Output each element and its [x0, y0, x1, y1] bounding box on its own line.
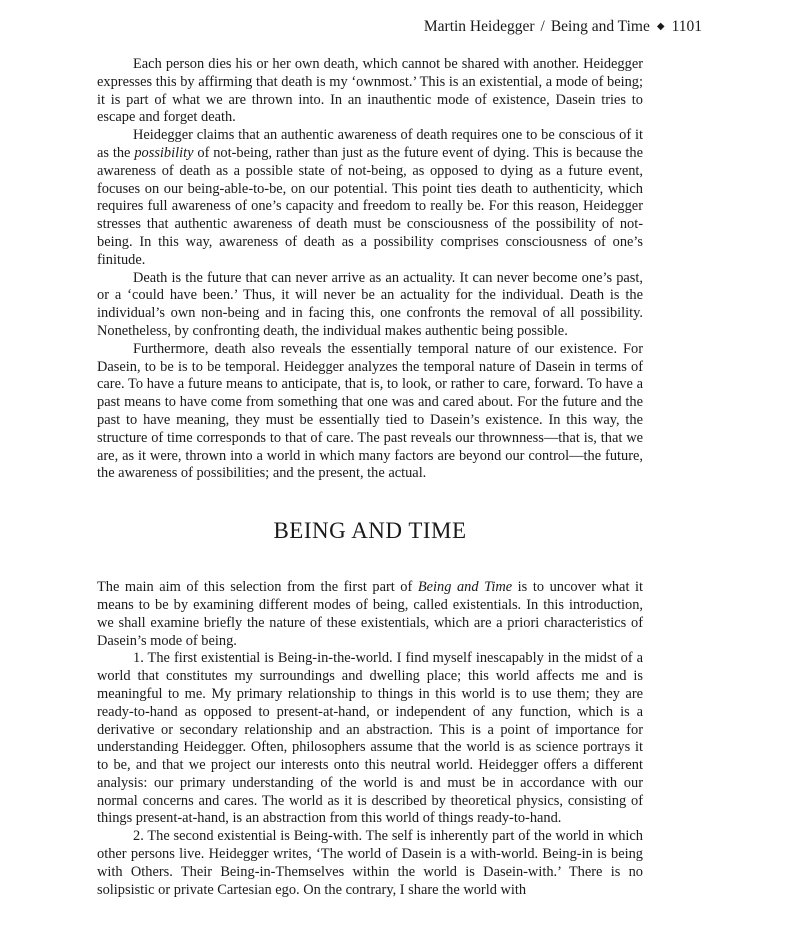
paragraph-being-in-the-world: 1. The first existential is Being-in-the-world. I find myself inescapably in the midst of a world that constitutes my surroundings and dwelling place; this world affects me and is meaningful to me. My primary relationship to things in this world is to use them; they are ready-to-hand as opposed to present-at-hand, or independent of any function, which is a derivative or secondary relationship and an abstraction. This is a point of importance for understanding Heidegger. Often, philosophers assume that the world is as science portrays it to be, and that we project our interests onto this neutral world. Heidegger offers a different analysis: our primary understanding of the world is and must be in accordance with our normal concerns and cares. The world as it is described by theoretical physics, consisting of things present-at-hand, is an abstraction from this world of things ready-to-hand. — [97, 650, 643, 827]
diamond-ornament-icon: ◆ — [656, 21, 665, 32]
body-text — [97, 56, 643, 899]
italic-title: Being and Time — [417, 579, 513, 596]
paragraph-ownmost-death: Each person dies his or her own death, which cannot be shared with another. Heidegger expresses this by affirming that death is my ‘ownmost.’ This is an existential, a mode of being; it is part of what we are thrown into. In an inauthentic mode of existence, Dasein tries to escape and forget death. — [97, 56, 643, 126]
page-number: 1101 — [671, 18, 702, 35]
paragraph-text: of not-being, rather than just as the future event of dying. This is because the awareness of death as a possible state of not-being, as opposed to dying as a future event, focuses on our being-able-to-be, on our potential. This point ties death to authenticity, which requires full awareness of one’s capacity and freedom to really be. For this reason, Heidegger stresses that authentic awareness of death must be consciousness of the possibility of not-being. In this way, awareness of death as a possibility comprises consciousness of one’s finitude. — [97, 144, 643, 268]
running-head-title: Being and Time — [550, 18, 650, 35]
section-heading: BEING AND TIME — [273, 518, 467, 544]
paragraph-death-future: Death is the future that can never arrive as an actuality. It can never become one’s past, or a ‘could have been.’ Thus, it will never be an actuality for the individual. Death is the individual’s own non-being and in facing this, one confronts the removal of all possibility. Nonetheless, by confronting death, the individual makes authentic being possible. — [97, 269, 643, 339]
paragraph-text: is to uncover what it means to be by examining different modes of being, called existentials. In this introduction, we shall examine briefly the nature of these existentials, which are a priori characteristics of Dasein’s mode of being. — [97, 579, 643, 649]
paragraph-temporal-nature: Furthermore, death also reveals the essentially temporal nature of our existence. For Dasein, to be is to be temporal. Heidegger analyzes the temporal nature of Dasein in terms of care. To have a future means to anticipate, that is, to look, or rather to care, forward. To have a past means to have come from something that one was and cared about. For the future and the past to have meaning, they must be essentially tied to Dasein’s existence. In this way, the structure of time corresponds to that of care. The past reveals our thrownness—that is, that we are, as it were, thrown into a world in which many factors are beyond our control—the future, the awareness of possibilities; and the present, the actual. — [97, 340, 643, 482]
paragraph-intro — [97, 579, 643, 650]
running-head — [424, 18, 702, 36]
paragraph-text: Heidegger claims that an authentic awareness of death requires one to be conscious of it as the — [97, 127, 643, 161]
running-head-separator: / — [540, 18, 545, 35]
running-head-author: Martin Heidegger — [423, 18, 535, 35]
paragraph-authentic-awareness — [97, 127, 643, 269]
italic-term: possibility — [134, 144, 194, 161]
paragraph-being-with: 2. The second existential is Being-with. The self is inherently part of the world in which other persons live. Heidegger writes, ‘The world of Dasein is a with-world. Being-in is being with Others. Their Being-in-Themselves within the world is Dasein-with.’ There is no solipsistic or private Cartesian ego. On the contrary, I share the world with — [97, 828, 643, 898]
paragraph-text: The main aim of this selection from the first part of — [97, 579, 418, 596]
